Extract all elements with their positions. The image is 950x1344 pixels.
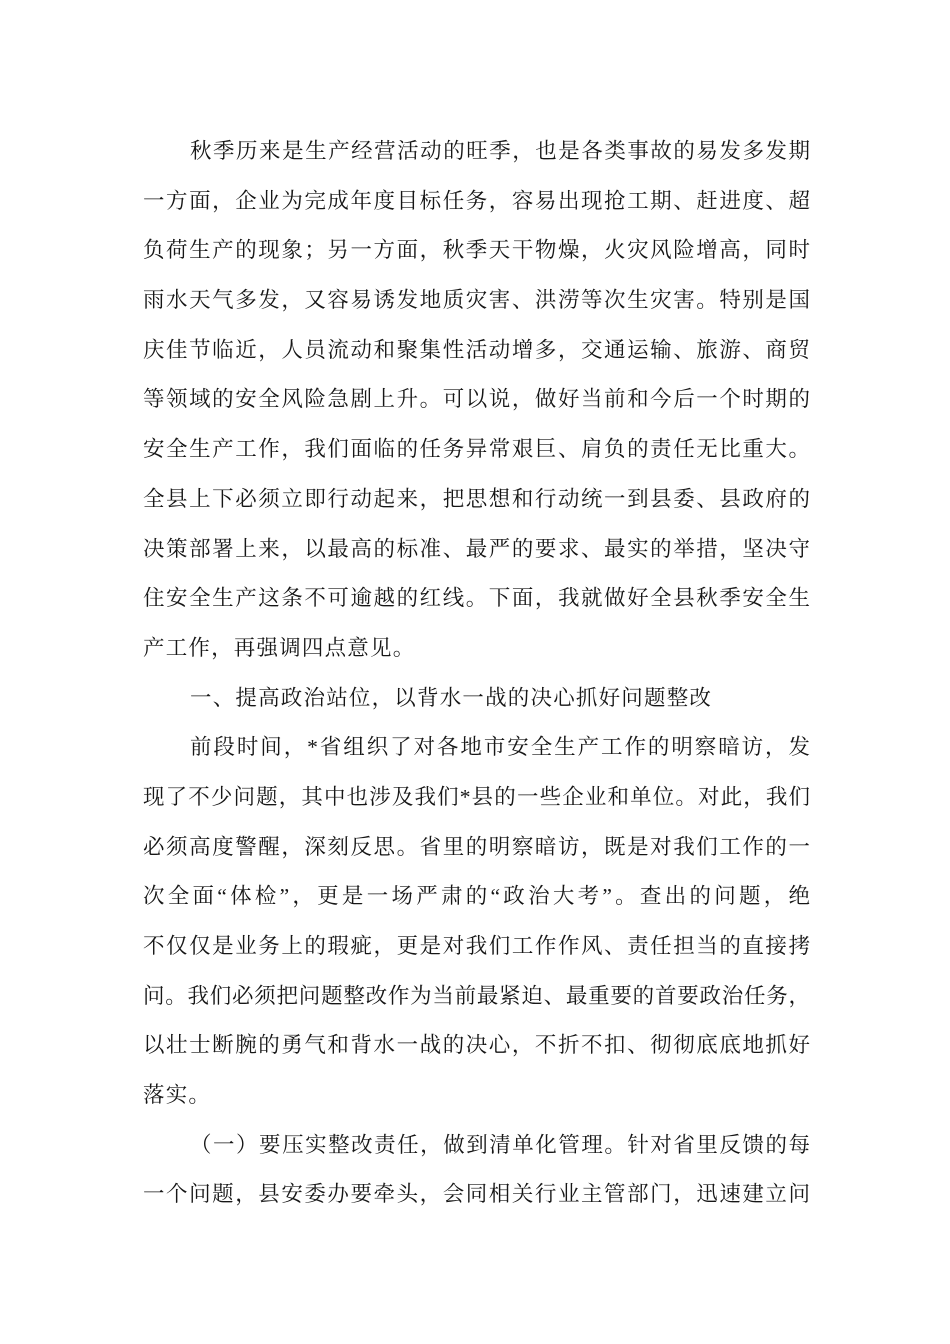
text-line: 问。我们必须把问题整改作为当前最紧迫、最重要的首要政治任务， xyxy=(143,983,810,1008)
text-line: 前段时间，*省组织了对各地市安全生产工作的明察暗访，发 xyxy=(190,735,810,760)
text-line: 等领域的安全风险急剧上升。可以说，做好当前和今后一个时期的 xyxy=(143,387,810,412)
text-line: 一方面，企业为完成年度目标任务，容易出现抢工期、赶进度、超 xyxy=(143,188,810,213)
paragraph-4 xyxy=(143,1121,810,1220)
paragraph-1 xyxy=(143,127,810,674)
text-line: 必须高度警醒，深刻反思。省里的明察暗访，既是对我们工作的一 xyxy=(143,834,810,859)
text-line: 不仅仅是业务上的瑕疵，更是对我们工作作风、责任担当的直接拷 xyxy=(143,934,810,958)
text-line: 决策部署上来，以最高的标准、最严的要求、最实的举措，坚决守 xyxy=(143,536,810,561)
text-line: （一）要压实整改责任，做到清单化管理。针对省里反馈的每 xyxy=(190,1132,810,1157)
text-line: 次全面“体检”，更是一场严肃的“政治大考”。查出的问题，绝 xyxy=(143,884,810,909)
text-line: 秋季历来是生产经营活动的旺季，也是各类事故的易发多发期 xyxy=(190,139,810,163)
text-line: 雨水天气多发，又容易诱发地质灾害、洪涝等次生灾害。特别是国 xyxy=(143,288,810,313)
text-line: 庆佳节临近，人员流动和聚集性活动增多，交通运输、旅游、商贸 xyxy=(143,337,810,362)
text-line: 住安全生产这条不可逾越的红线。下面，我就做好全县秋季安全生 xyxy=(143,586,810,611)
heading-line: 一、提高政治站位，以背水一战的决心抓好问题整改 xyxy=(190,685,713,710)
text-line: 负荷生产的现象；另一方面，秋季天干物燥，火灾风险增高，同时 xyxy=(143,238,810,263)
text-line: 全县上下必须立即行动起来，把思想和行动统一到县委、县政府的 xyxy=(143,486,810,511)
text-line: 以壮士断腕的勇气和背水一战的决心，不折不扣、彻彻底底地抓好 xyxy=(143,1033,810,1058)
text-line: 一个问题，县安委办要牵头，会同相关行业主管部门，迅速建立问 xyxy=(143,1182,810,1207)
paragraph-2-heading xyxy=(143,674,810,724)
paragraph-3 xyxy=(143,723,810,1121)
text-line: 落实。 xyxy=(143,1083,212,1108)
text-line: 安全生产工作，我们面临的任务异常艰巨、肩负的责任无比重大。 xyxy=(143,437,810,462)
text-line: 现了不少问题，其中也涉及我们*县的一些企业和单位。对此，我们 xyxy=(143,784,810,809)
text-line: 产工作，再强调四点意见。 xyxy=(143,635,416,660)
